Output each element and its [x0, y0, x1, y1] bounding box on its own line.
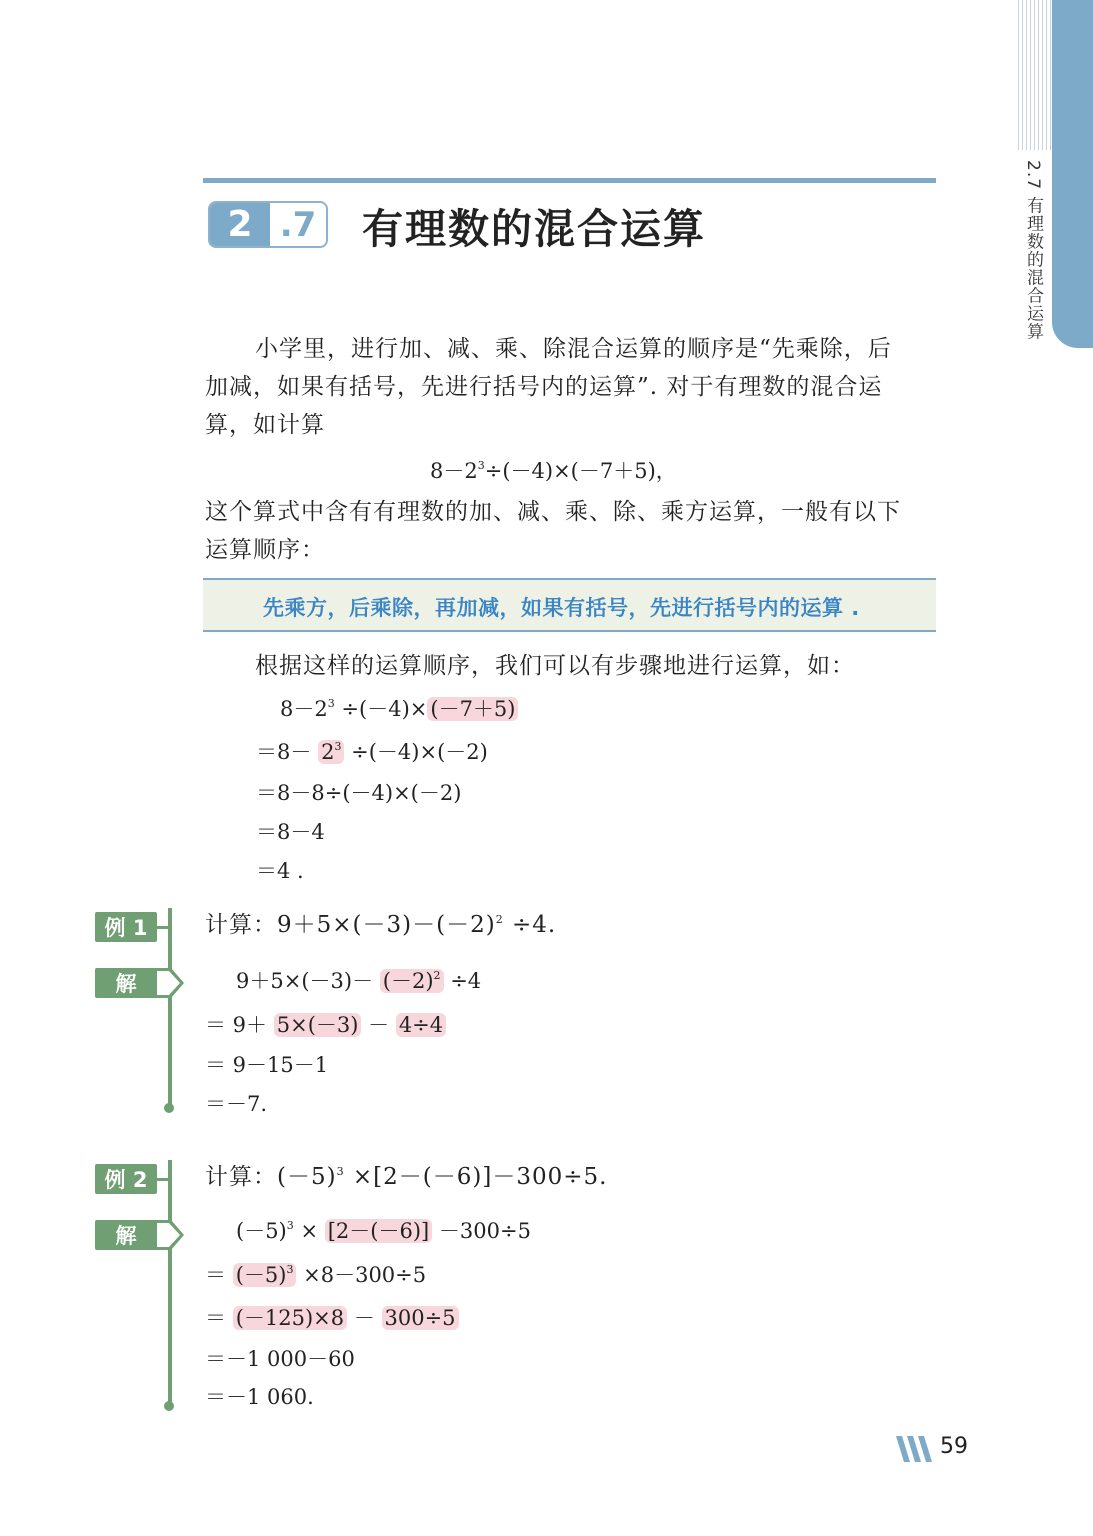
step-part: ＝8－: [256, 740, 312, 764]
example-1-solve-label: 解: [95, 968, 157, 998]
example-2-rail-end: [164, 1401, 174, 1411]
example-1-step-3: ＝ 9－15－1: [205, 1053, 329, 1077]
header-rule: [203, 178, 936, 183]
example-1-label: 例 1: [95, 912, 157, 942]
step-part: ＝ 9＋: [205, 1013, 268, 1037]
demo-step-1: [280, 693, 518, 723]
step-part: －: [353, 1306, 375, 1330]
example-1-step-2: [205, 1009, 446, 1039]
step-part: (－2): [382, 969, 434, 993]
step-part: ÷(－4)×: [341, 697, 428, 721]
side-tab-label: 2.7 有理数的混合运算: [1023, 160, 1043, 341]
example-1-rail: [168, 908, 172, 1108]
step-part: ÷(－4)×(－2): [351, 740, 488, 764]
step-exponent: 3: [327, 697, 335, 710]
section-title: 有理数的混合运算: [362, 205, 706, 253]
problem-exponent: 2: [495, 913, 504, 926]
step-highlight: 4÷4: [396, 1013, 446, 1037]
rule-text: 先乘方，后乘除，再加减，如果有括号，先进行括号内的运算 .: [263, 596, 860, 620]
chapter-side-tab: [1052, 0, 1093, 348]
side-decoration-lines: [1018, 0, 1052, 150]
step-highlight: (－125)×8: [233, 1306, 347, 1330]
step-part: ×: [300, 1219, 319, 1243]
example-2-step-5: ＝－1 060.: [205, 1385, 314, 1409]
demo-step-2: [256, 736, 488, 766]
intro-line-4: 这个算式中含有有理数的加、减、乘、除、乘方运算，一般有以下: [205, 499, 901, 525]
demo-lead: 根据这样的运算顺序，我们可以有步骤地进行运算，如：: [255, 653, 855, 679]
intro-line-5: 运算顺序：: [205, 537, 325, 563]
section-number-minor: .7: [279, 204, 317, 245]
example-2-step-1: [236, 1215, 531, 1245]
problem-part: ÷4.: [512, 912, 557, 938]
example-1-step-4: ＝－7.: [205, 1092, 268, 1116]
example-1-step-1: [236, 965, 481, 995]
example-2-solve-label: 解: [95, 1220, 157, 1250]
section-number-major: 2: [210, 203, 270, 246]
problem-part: 计算：9＋5×(－3)－(－2): [205, 912, 496, 938]
demo-step-5: ＝4 .: [256, 859, 304, 883]
step-highlight: [380, 969, 444, 993]
rule-box: [203, 578, 936, 632]
step-part: ＝: [205, 1263, 226, 1287]
demo-step-4: ＝8－4: [256, 820, 325, 844]
step-highlight: [233, 1263, 297, 1287]
example-1-rail-end: [164, 1103, 174, 1113]
section-number-badge: [208, 201, 328, 248]
step-part: (－5): [235, 1263, 287, 1287]
example-2-problem: [205, 1158, 607, 1196]
step-highlight: [2－(－6)]: [325, 1219, 433, 1243]
step-highlight: [318, 740, 344, 764]
demo-step-3: ＝8－8÷(－4)×(－2): [256, 781, 462, 805]
step-part: －: [368, 1013, 390, 1037]
example-2-label: 例 2: [95, 1164, 157, 1194]
step-part: 2: [321, 740, 335, 764]
intro-line-3: 算，如计算: [205, 412, 325, 438]
example-2-step-3: [205, 1302, 459, 1332]
page-number: 59: [940, 1434, 968, 1459]
step-part: ÷4: [450, 969, 482, 993]
step-highlight: (－7＋5): [427, 697, 518, 721]
formula-exponent: 3: [477, 459, 485, 472]
solve-arrow-icon: [157, 1219, 185, 1251]
solve-arrow-icon: [157, 967, 185, 999]
intro-line-1: 小学里，进行加、减、乘、除混合运算的顺序是“先乘除，后: [255, 336, 892, 362]
example-2-step-2: [205, 1259, 426, 1289]
intro-line-2: 加减，如果有括号，先进行括号内的运算”. 对于有理数的混合运: [205, 374, 883, 400]
step-part: 8－2: [280, 697, 328, 721]
step-part: －300÷5: [438, 1219, 531, 1243]
step-exponent: 3: [334, 740, 342, 753]
step-exponent: 2: [433, 969, 441, 982]
intro-formula: [430, 455, 677, 485]
page-number-decoration-icon: [896, 1436, 936, 1462]
step-part: ×8－300÷5: [303, 1263, 427, 1287]
example-2-step-4: ＝－1 000－60: [205, 1347, 355, 1371]
step-part: 9＋5×(－3)－: [236, 969, 374, 993]
step-highlight: 300÷5: [382, 1306, 459, 1330]
formula-part: ÷(－4)×(－7＋5)，: [484, 459, 677, 483]
step-part: (－5): [236, 1219, 287, 1243]
problem-exponent: 3: [336, 1165, 345, 1178]
problem-part: ×[2－(－6)]－300÷5.: [352, 1164, 608, 1190]
example-1-problem: [205, 906, 556, 944]
step-exponent: 3: [286, 1219, 294, 1232]
step-exponent: 3: [286, 1263, 294, 1276]
formula-part: 8－2: [430, 459, 478, 483]
problem-part: 计算：(－5): [205, 1164, 337, 1190]
step-highlight: 5×(－3): [274, 1013, 362, 1037]
example-2-rail: [168, 1160, 172, 1406]
step-part: ＝: [205, 1306, 226, 1330]
